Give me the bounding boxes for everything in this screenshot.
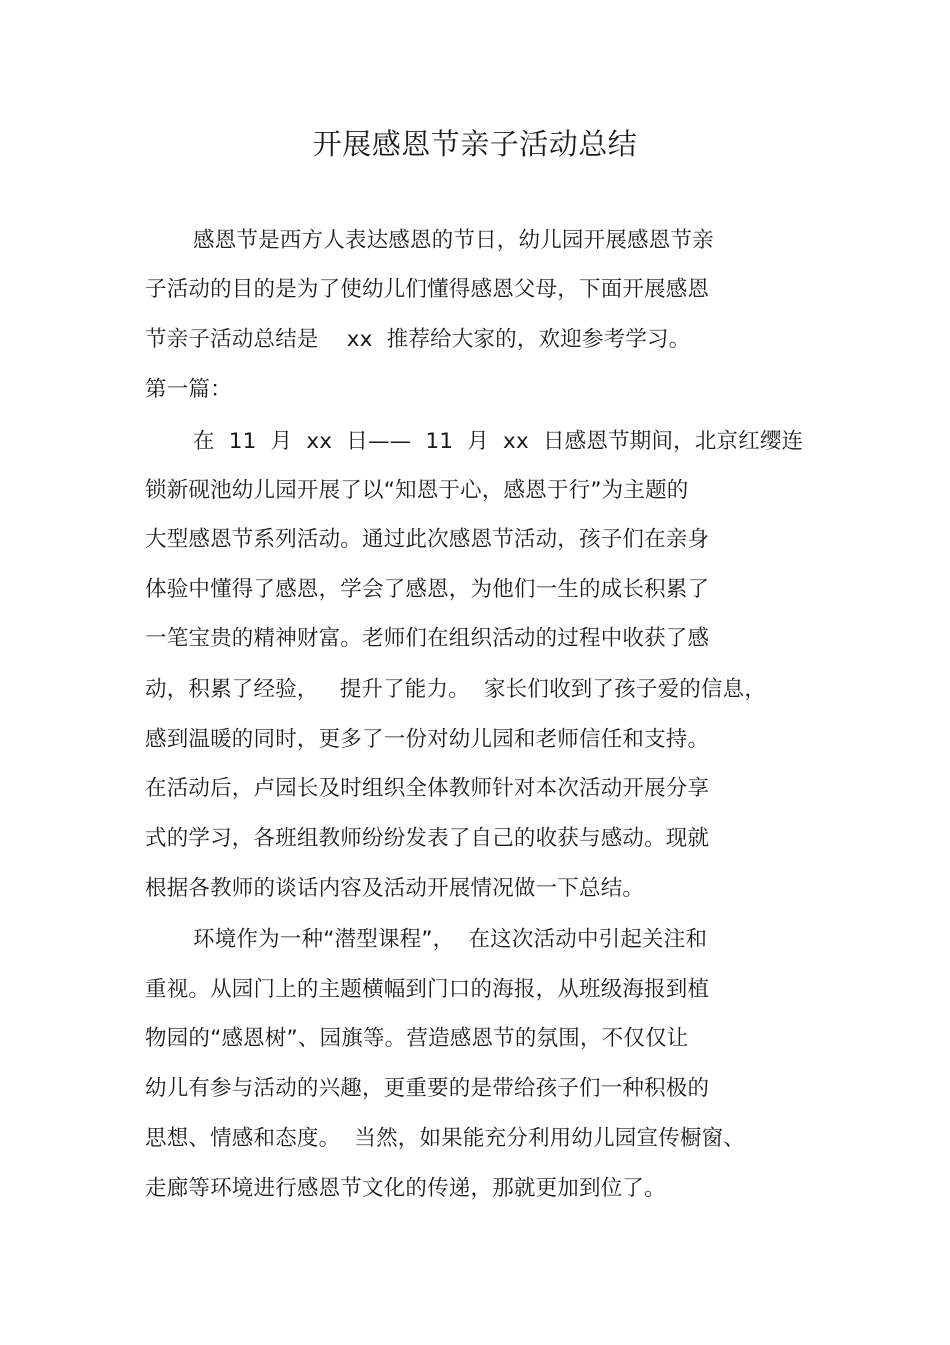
paragraph-line: 体验中懂得了感恩，学会了感恩，为他们一生的成长积累了	[145, 577, 710, 602]
paragraph-line: 在 11 月 xx 日—— 11 月 xx 日感恩节期间，北京红缨连	[193, 429, 804, 454]
paragraph-line: 物园的“感恩树”、园旗等。营造感恩节的氛围，不仅仅让	[145, 1026, 689, 1051]
document-title: 开展感恩节亲子活动总结	[312, 127, 638, 161]
paragraph-line: 走廊等环境进行感恩节文化的传递，那就更加到位了。	[145, 1176, 666, 1201]
paragraph-line: 环境作为一种“潜型课程”， 在这次活动中引起关注和	[193, 927, 708, 952]
paragraph-line: 锁新砚池幼儿园开展了以“知恩于心，感恩于行”为主题的	[145, 478, 689, 503]
paragraph-line: 子活动的目的是为了使幼儿们懂得感恩父母，下面开展感恩	[145, 277, 710, 302]
paragraph-line: 根据各教师的谈话内容及活动开展情况做一下总结。	[145, 876, 645, 901]
paragraph-line: 动，积累了经验， 提升了能力。 家长们收到了孩子爱的信息，	[145, 677, 767, 702]
paragraph-line: 重视。从园门上的主题横幅到门口的海报，从班级海报到植	[145, 977, 710, 1002]
paragraph-line: 节亲子活动总结是 xx 推荐给大家的，欢迎参考学习。	[145, 327, 691, 352]
paragraph-line: 感恩节是西方人表达感恩的节日，幼儿园开展感恩节亲	[193, 228, 714, 253]
paragraph-line: 一笔宝贵的精神财富。老师们在组织活动的过程中收获了感	[145, 626, 710, 651]
paragraph-line: 式的学习，各班组教师纷纷发表了自己的收获与感动。现就	[145, 826, 710, 851]
paragraph-line: 幼儿有参与活动的兴趣，更重要的是带给孩子们一种积极的	[145, 1076, 710, 1101]
paragraph-line: 大型感恩节系列活动。通过此次感恩节活动，孩子们在亲身	[145, 527, 710, 552]
paragraph-line: 感到温暖的同时，更多了一份对幼儿园和老师信任和支持。	[145, 727, 710, 752]
paragraph-line: 在活动后，卢园长及时组织全体教师针对本次活动开展分享	[145, 776, 710, 801]
paragraph-line: 思想、情感和态度。 当然，如果能充分利用幼儿园宣传橱窗、	[145, 1126, 745, 1151]
section-heading: 第一篇：	[145, 377, 232, 402]
